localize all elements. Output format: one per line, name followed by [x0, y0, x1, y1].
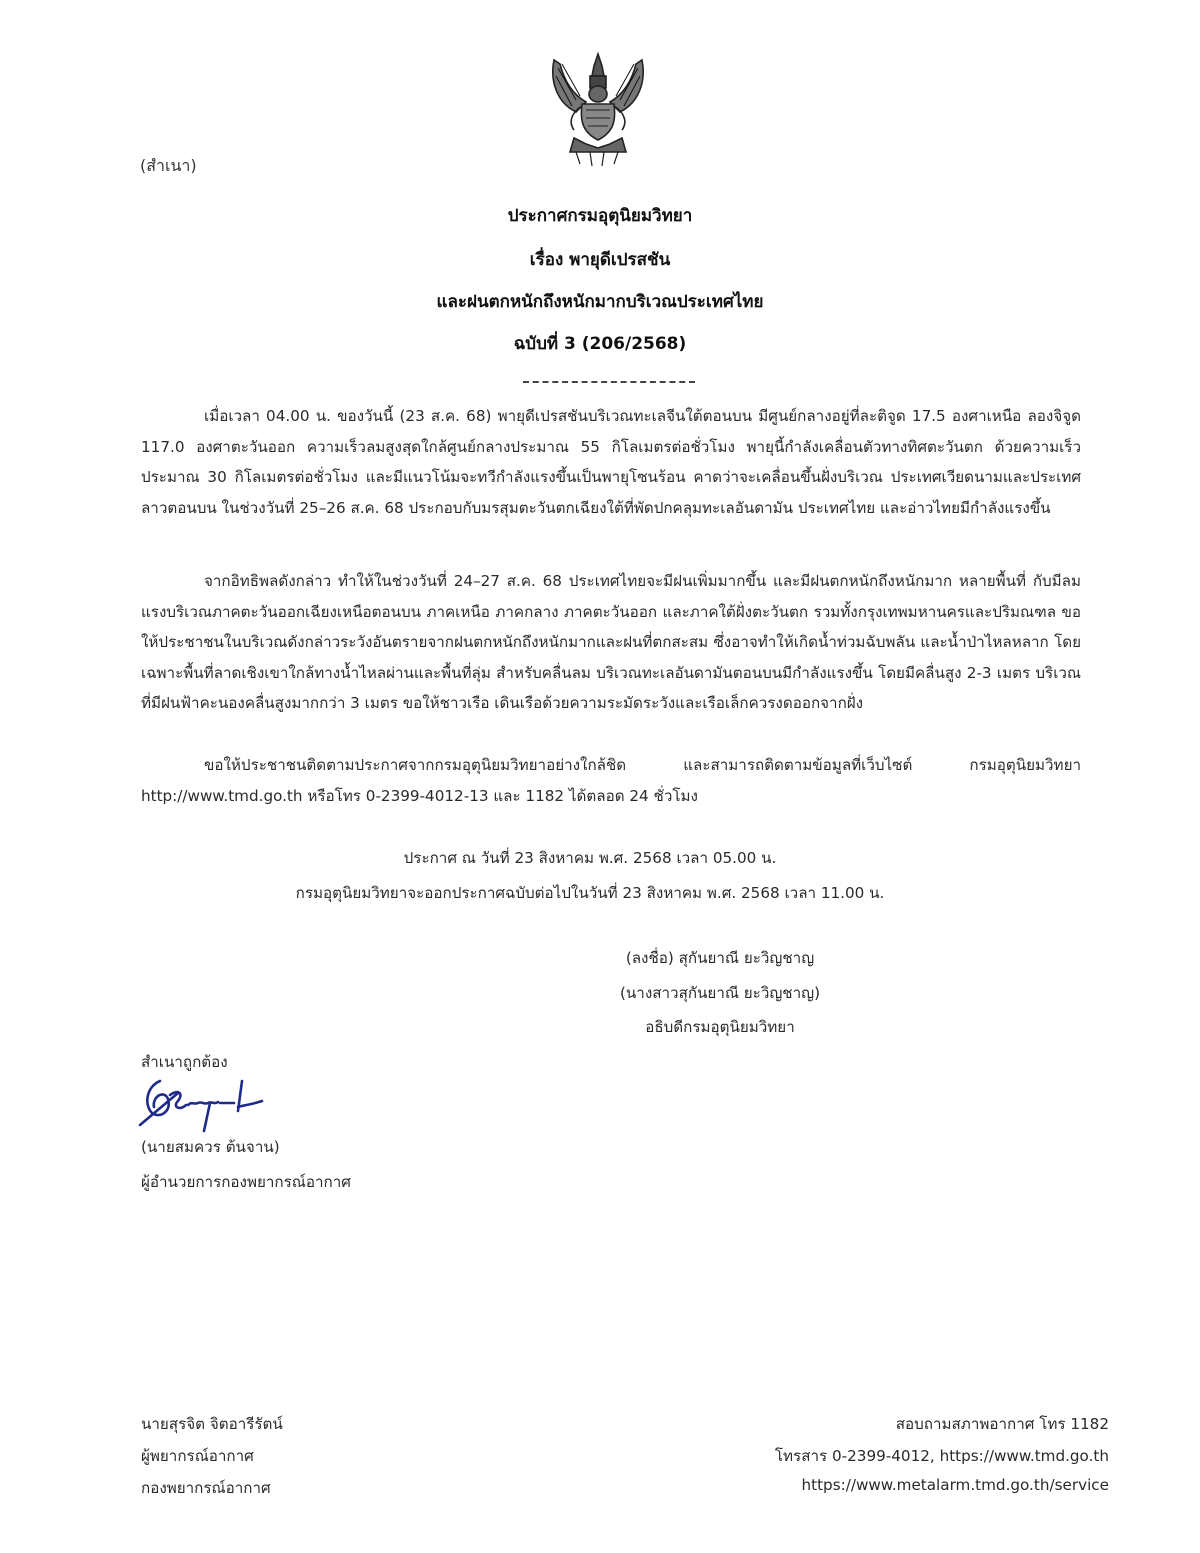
handwritten-signature-icon	[138, 1075, 268, 1133]
document-title: ประกาศกรมอุตุนิยมวิทยา	[507, 206, 693, 226]
signatory-position: อธิบดีกรมอุตุนิยมวิทยา	[645, 1018, 795, 1036]
fax-and-website: โทรสาร 0-2399-4012, https://www.tmd.go.th	[774, 1447, 1109, 1465]
forecaster-division: กองพยากรณ์อากาศ	[141, 1479, 271, 1497]
metalarm-service-url: https://www.metalarm.tmd.go.th/service	[801, 1476, 1109, 1494]
issue-number: ฉบับที่ 3 (206/2568)	[513, 334, 687, 354]
issued-datetime: ประกาศ ณ วันที่ 23 สิงหาคม พ.ศ. 2568 เวลา 05.00 น.	[403, 849, 777, 867]
weather-hotline: สอบถามสภาพอากาศ โทร 1182	[895, 1415, 1109, 1433]
paragraph-impact-warning: จากอิทธิพลดังกล่าว ทำให้ในช่วงวันที่ 24–27 ส.ค. 68 ประเทศไทยจะมีฝนเพิ่มมากขึ้น และมีฝนตกหนักถึงหนักมาก หลายพื้นที่ กับมีลมแรงบริเวณภาคตะวันออกเฉียงเหนือตอนบน ภาคเหนือ ภาคกลาง ภาคตะวันออก และภาคใต้ฝั่งตะวันตก รวมทั้งกรุงเทพมหานครและปริมณฑล ขอให้ประชาชนในบริเวณดังกล่าวระวังอันตรายจากฝนตกหนักถึงหนักมากและฝนที่ตกสะสม ซึ่งอาจทำให้เกิดน้ำท่วมฉับพลัน และน้ำป่าไหลหลาก โดยเฉพาะพื้นที่ลาดเชิงเขาใกล้ทางน้ำไหลผ่านและพื้นที่ลุ่ม สำหรับคลื่นลม บริเวณทะเลอันดามันตอนบนมีกำลังแรงขึ้น โดยมีคลื่นสูง 2-3 เมตร บริเวณที่มีฝนฟ้าคะนองคลื่นสูงมากกว่า 3 เมตร ขอให้ชาวเรือ เดินเรือด้วยความระมัดระวังและเรือเล็กควรงดออกจากฝั่ง	[141, 572, 1081, 712]
next-issue-datetime: กรมอุตุนิยมวิทยาจะออกประกาศฉบับต่อไปในวันที่ 23 สิงหาคม พ.ศ. 2568 เวลา 11.00 น.	[295, 884, 885, 902]
signatory-signed: (ลงชื่อ) สุกันยาณี ยะวิญชาญ	[625, 949, 815, 967]
certifier-name: (นายสมควร ต้นจาน)	[141, 1138, 280, 1156]
garuda-emblem-icon	[546, 50, 650, 168]
signatory-full-name: (นางสาวสุกันยาณี ยะวิญชาญ)	[620, 984, 820, 1002]
forecaster-name: นายสุรจิต จิตอารีรัตน์	[141, 1415, 283, 1433]
certified-copy-label: สำเนาถูกต้อง	[141, 1053, 228, 1071]
document-subject: เรื่อง พายุดีเปรสชัน	[529, 250, 671, 270]
forecaster-title: ผู้พยากรณ์อากาศ	[141, 1447, 254, 1465]
certifier-position: ผู้อำนวยการกองพยากรณ์อากาศ	[141, 1173, 351, 1191]
paragraph-follow-updates: ขอให้ประชาชนติดตามประกาศจากกรมอุตุนิยมวิทยาอย่างใกล้ชิด และสามารถติดตามข้อมูลที่เว็บไซต์ กรมอุตุนิยมวิทยา http://www.tmd.go.th หรือโทร 0-2399-4012-13 และ 1182 ได้ตลอด 24 ชั่วโมง	[141, 756, 1081, 805]
document-subject-continued: และฝนตกหนักถึงหนักมากบริเวณประเทศไทย	[436, 292, 764, 312]
copy-mark: (สำเนา)	[140, 156, 197, 175]
title-separator	[523, 381, 695, 383]
paragraph-storm-situation: เมื่อเวลา 04.00 น. ของวันนี้ (23 ส.ค. 68) พายุดีเปรสชันบริเวณทะเลจีนใต้ตอนบน มีศูนย์กลางอยู่ที่ละติจูด 17.5 องศาเหนือ ลองจิจูด 117.0 องศาตะวันออก ความเร็วลมสูงสุดใกล้ศูนย์กลางประมาณ 55 กิโลเมตรต่อชั่วโมง พายุนี้กำลังเคลื่อนตัวทางทิศตะวันตก ด้วยความเร็วประมาณ 30 กิโลเมตรต่อชั่วโมง และมีแนวโน้มจะทวีกำลังแรงขึ้นเป็นพายุโซนร้อน คาดว่าจะเคลื่อนขึ้นฝั่งบริเวณ ประเทศเวียดนามและประเทศลาวตอนบน ในช่วงวันที่ 25–26 ส.ค. 68 ประกอบกับมรสุมตะวันตกเฉียงใต้ที่พัดปกคลุมทะเลอันดามัน ประเทศไทย และอ่าวไทยมีกำลังแรงขึ้น	[141, 407, 1081, 517]
